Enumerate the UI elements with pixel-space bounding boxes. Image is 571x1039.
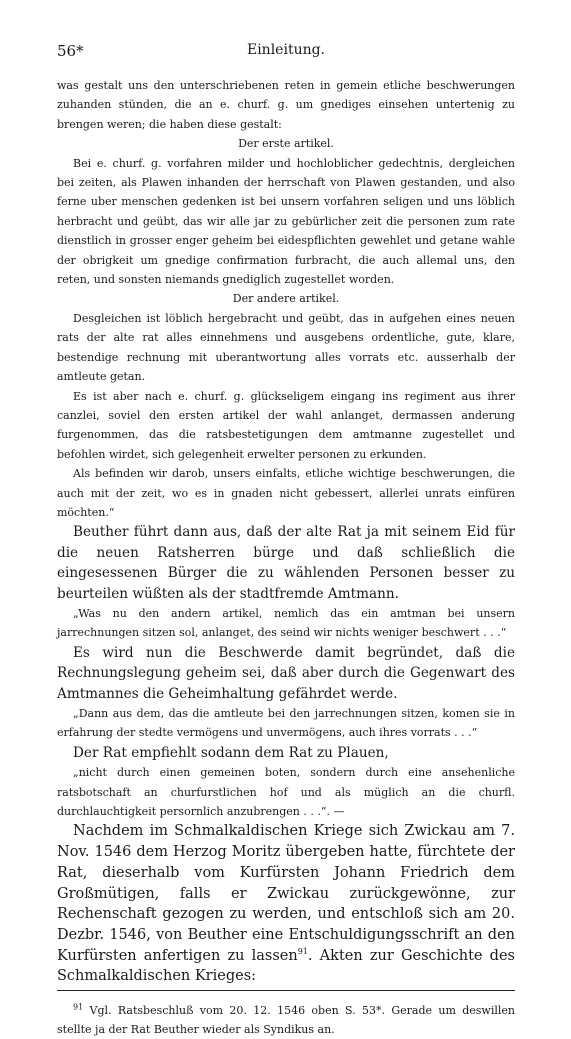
- body-paragraph: Der Rat empfiehlt sodann dem Rat zu Plauen,: [73, 744, 389, 761]
- footnote-mark: 91: [73, 1002, 84, 1012]
- body-paragraph: Beuther führt dann aus, daß der alte Rat ja mit seinem Eid für die neuen Ratsherren bürge und daß schließlich die eingesessenen Bürger die zu wählenden Personen besser zu beurteilen wüßten als der stadtfremde Amtmann.: [57, 524, 515, 602]
- footnote-text: Vgl. Ratsbeschluß vom 20. 12. 1546 oben S. 53*. Gerade um deswillen stellte ja der Rat Beuther wieder als Syndikus an.: [57, 1004, 515, 1037]
- quote-paragraph: „Was nu den andern artikel, nemlich das ein amtman bei unsern jarrechnungen sitzen sol, anlanget, des seind wir nichts weniger beschwert . . .“: [57, 606, 515, 640]
- article-heading: Der erste artikel.: [238, 137, 334, 151]
- body-paragraph-final: [57, 821, 515, 987]
- article-heading: Der andere artikel.: [232, 292, 340, 306]
- quote-paragraph: was gestalt uns den unterschriebenen reten in gemein etliche beschwerungen zuhanden stünden, die an e. churf. g. um gnediges einsehen untertenig zu brengen weren; die haben diese gestalt:: [57, 79, 515, 131]
- body-paragraph: Es wird nun die Beschwerde damit begründet, daß die Rechnungslegung geheim sei, daß aber durch die Gegenwart des Amtmannes die Geheimhaltung gefährdet werde.: [57, 644, 515, 702]
- final-text-before: Nachdem im Schmalkaldischen Kriege sich Zwickau am 7. Nov. 1546 dem Herzog Moritz übergeben hatte, fürchtete der Rat, dieserhalb vom Kurfürsten Johann Friedrich dem Großmütigen, falls er Zwickau zurückgewönne, zur Rechenschaft gezogen zu werden, und entschloß sich am 20. Dezbr. 1546, von Beuther eine Entschuldigungsschrift an den Kurfürsten anfertigen zu lassen: [57, 823, 515, 964]
- page-header: [57, 42, 515, 62]
- quote-paragraph: Als befinden wir darob, unsers einfalts, etliche wichtige beschwerungen, die auch mit der zeit, wo es in gnaden nicht gebessert, allerlei unrats einfüren möchten.“: [57, 467, 515, 519]
- page-body: [57, 76, 515, 1039]
- page-number: 56*: [57, 42, 84, 60]
- quote-paragraph: Bei e. churf. g. vorfahren milder und hochloblicher gedechtnis, dergleichen bei zeiten, als Plawen inhanden der herrschaft von Plawen gestanden, und also ferne uber menschen gedenken ist bei unsern vorfahren seligen und uns löblich herbracht und geübt, das wir alle jar zu gebürlicher zeit die personen zum rate dienstlich in grosser enger geheim bei eidespflichten gewehlet und getane wahle der obrigkeit um gnedige confirmation furbracht, die auch allemal uns, den reten, und sonsten niemands gnediglich zugestellet worden.: [57, 156, 515, 287]
- footnote: [57, 1001, 515, 1039]
- running-title: Einleitung.: [246, 42, 326, 58]
- quote-paragraph: „nicht durch einen gemeinen boten, sondern durch eine ansehenliche ratsbotschaft an churfurstlichen hof und als müglich an die churfl. durchlauchtigkeit persornlich anzubrengen . . .“. —: [57, 766, 515, 819]
- footnote-reference[interactable]: 91: [297, 946, 308, 956]
- quote-paragraph: Desgleichen ist löblich hergebracht und geübt, das in aufgehen eines neuen rats der alte rat alles einnehmens und ausgebens ordentliche, gute, klare, bestendige rechnung mit uberantwortung alles vorrats etc. ausserhalb der amtleute getan.: [57, 311, 515, 384]
- quote-paragraph: „Dann aus dem, das die amtleute bei den jarrechnungen sitzen, komen sie in erfahrung der stedte vermögens und unvermögens, auch ihres vorrats . . .“: [57, 707, 515, 740]
- quote-paragraph: Es ist aber nach e. churf. g. glückseligem eingang ins regiment aus ihrer canzlei, soviel den ersten artikel der wahl anlanget, dermassen anderung furgenommen, das die ratsbestetigungen dem amtmanne zugestellet und befohlen wirdet, sich gelegenheit erwelter personen zu erkunden.: [57, 389, 515, 461]
- footnote-divider: [57, 990, 515, 991]
- final-text-after: . Akten zur Geschichte des Schmalkaldischen Krieges:: [57, 947, 515, 985]
